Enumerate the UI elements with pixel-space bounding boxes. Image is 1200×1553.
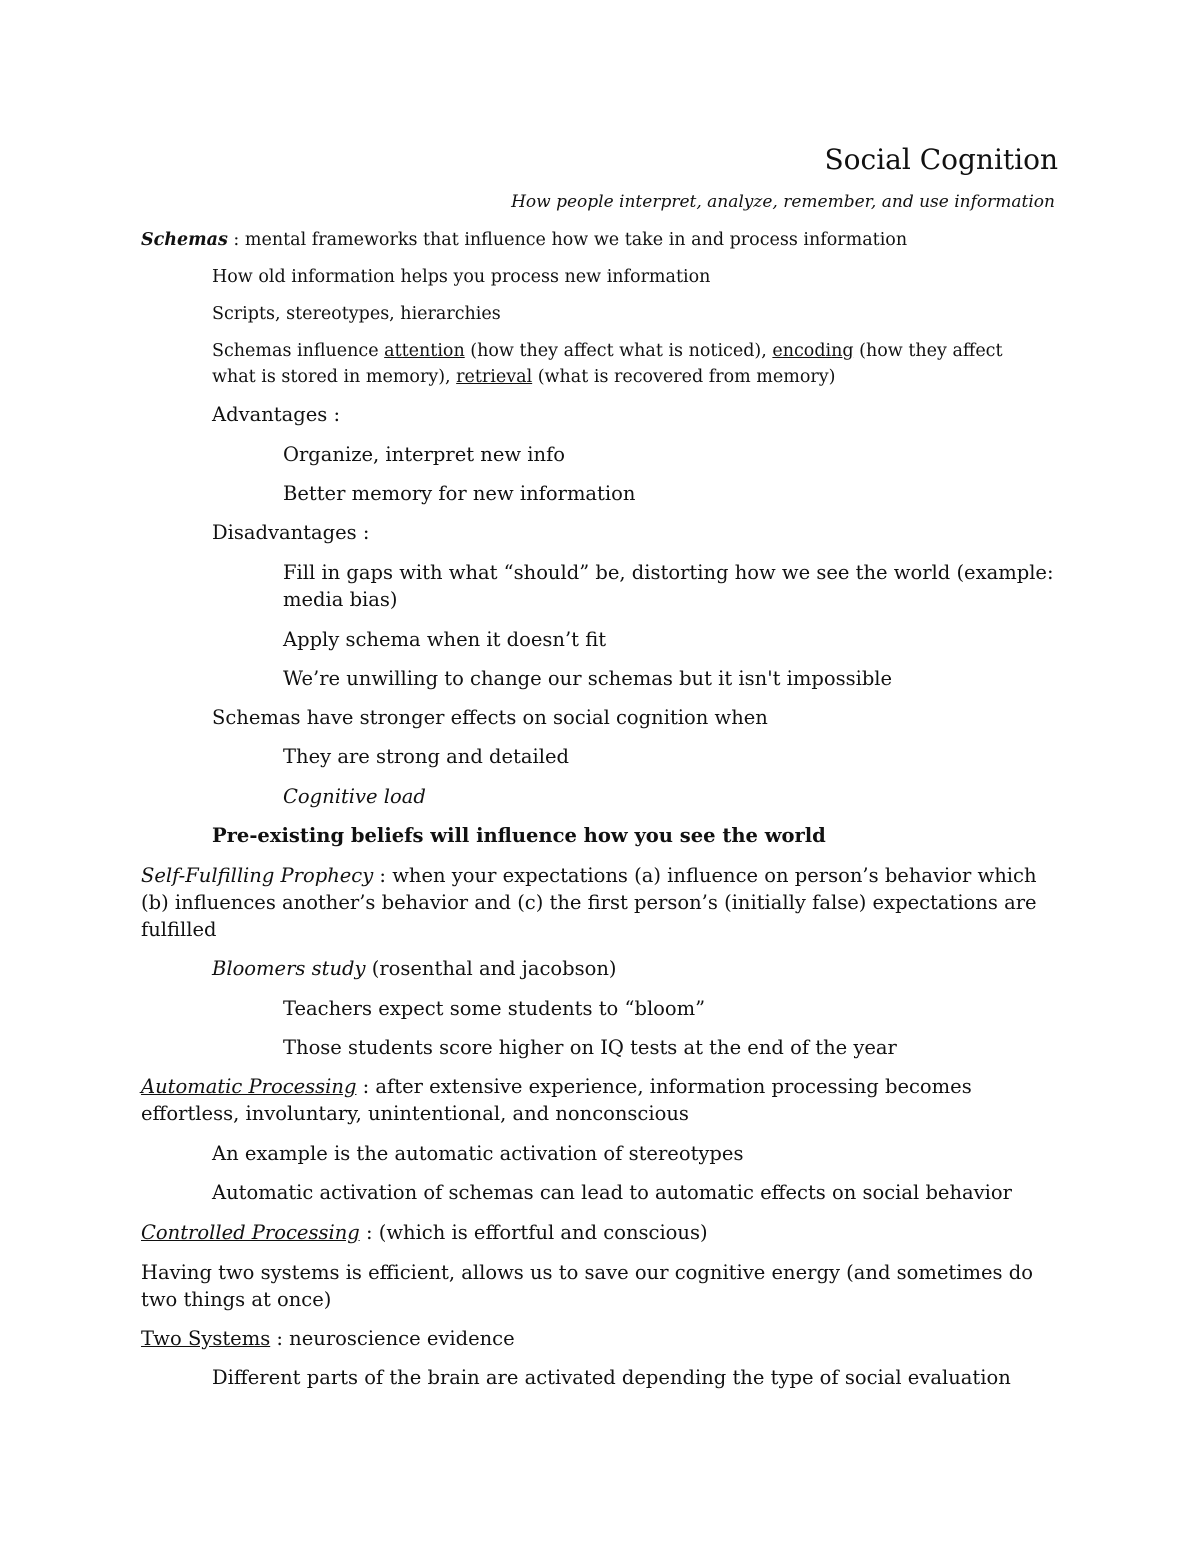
advantages-label: Advantages : xyxy=(212,403,341,426)
bloomers-study-item-1: Teachers expect some students to “bloom” xyxy=(283,997,706,1020)
two-systems-note-line-1: Having two systems is efficient, allows us to save our cognitive energy (and sometimes do xyxy=(141,1261,1033,1284)
bloomers-study-item-2: Those students score higher on IQ tests at the end of the year xyxy=(283,1036,897,1059)
page-title: Social Cognition xyxy=(824,143,1058,176)
schemas-definition: Schemas : mental frameworks that influence how we take in and process information xyxy=(141,230,908,250)
automatic-definition-line-1: Automatic Processing : after extensive experience, information processing becomes xyxy=(141,1075,972,1098)
disadvantage-item-1-line-1: Fill in gaps with what “should” be, distorting how we see the world (example: xyxy=(283,561,1054,584)
disadvantages-label: Disadvantages : xyxy=(212,521,370,544)
two-systems-note-line-2: two things at once) xyxy=(141,1288,332,1311)
disadvantage-item-3: We’re unwilling to change our schemas but it isn't impossible xyxy=(283,667,893,690)
automatic-item-1: An example is the automatic activation of stereotypes xyxy=(212,1142,744,1165)
two-systems-term: Two Systems xyxy=(141,1327,271,1350)
schemas-influence-line-2: what is stored in memory), retrieval (what is recovered from memory) xyxy=(212,367,836,387)
controlled-definition: Controlled Processing : (which is effortful and conscious) xyxy=(141,1221,708,1244)
automatic-term: Automatic Processing xyxy=(141,1075,357,1098)
disadvantage-item-1-line-2: media bias) xyxy=(283,588,398,611)
stronger-effects-item-2: Cognitive load xyxy=(283,785,426,808)
encoding-term: encoding xyxy=(772,341,854,361)
stronger-effects-label: Schemas have stronger effects on social cognition when xyxy=(212,706,768,729)
sfp-term: Self-Fulfilling Prophecy xyxy=(141,864,374,887)
automatic-item-2: Automatic activation of schemas can lead to automatic effects on social behavior xyxy=(212,1181,1012,1204)
sfp-definition-line-1: Self-Fulfilling Prophecy : when your expectations (a) influence on person’s behavior which xyxy=(141,864,1037,887)
stronger-effects-item-1: They are strong and detailed xyxy=(283,745,569,768)
bloomers-study: Bloomers study (rosenthal and jacobson) xyxy=(212,957,617,980)
schemas-note-2: Scripts, stereotypes, hierarchies xyxy=(212,304,501,324)
schemas-term: Schemas xyxy=(141,230,228,250)
two-systems-item-1: Different parts of the brain are activated depending the type of social evaluation xyxy=(212,1366,1011,1389)
automatic-definition-line-2: effortless, involuntary, unintentional, and nonconscious xyxy=(141,1102,689,1125)
advantage-item: Better memory for new information xyxy=(283,482,636,505)
sfp-definition-line-3: fulfilled xyxy=(141,918,217,941)
schemas-conclusion: Pre-existing beliefs will influence how you see the world xyxy=(212,824,826,847)
schemas-note-1: How old information helps you process new information xyxy=(212,267,711,287)
schemas-influence-line-1: Schemas influence attention (how they affect what is noticed), encoding (how they affect xyxy=(212,341,1003,361)
attention-term: attention xyxy=(384,341,465,361)
page-subtitle: How people interpret, analyze, remember, and use information xyxy=(511,192,1055,212)
advantage-item: Organize, interpret new info xyxy=(283,443,566,466)
sfp-definition-line-2: (b) influences another’s behavior and (c) the first person’s (initially false) expectations are xyxy=(141,891,1037,914)
controlled-term: Controlled Processing xyxy=(141,1221,360,1244)
bloomers-study-term: Bloomers study xyxy=(212,957,366,980)
retrieval-term: retrieval xyxy=(456,367,533,387)
two-systems-definition: Two Systems : neuroscience evidence xyxy=(141,1327,515,1350)
disadvantage-item-2: Apply schema when it doesn’t fit xyxy=(283,628,607,651)
